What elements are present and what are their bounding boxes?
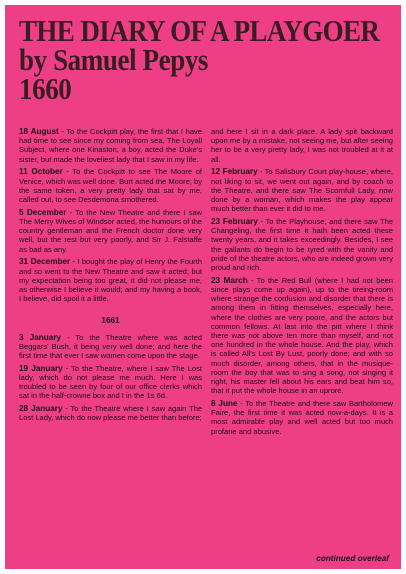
entry-text: - To Salisbury Court play-house, where, not liking to sit, we went out again, and by coach to the Theatre, and there saw The Scornfull Lady, now done by a woman, which makes the play appear much better than ever it did to me. (211, 167, 394, 214)
diary-entry (211, 276, 393, 396)
entry-date: 3 January (19, 332, 62, 342)
entry-date: 19 January (19, 363, 63, 373)
entry-text: - To the Cockpitt play, the first that I have had time to see since my coming from sea, The Loyall Subject, where one Kinaston, a boy, acted the Duke's sister, but made the loveliest lady that I saw in my life. (19, 127, 202, 164)
entry-text: - To the Playhouse, and there saw The Changeling, the first time it hath been acted these twenty years, and it takes exceedingly. Besides, I see the gallants do begin to be tyred with the vanity and pride of the theatre actors, who are indeed grown very proud and rich. (211, 217, 393, 273)
diary-entry (211, 399, 393, 436)
entry-text: - To the Theatre, where I saw The Lost lady, which do not please me much. Here I was troubled to be seen by four of our office clerks which sat in the half-crowne box and I in the 1s 6d. (19, 363, 202, 401)
entry-date: 23 February (211, 217, 258, 227)
diary-entry (19, 208, 202, 254)
left-column (19, 127, 202, 426)
entry-text: - To the Cockpitt to see The Moore of Venice, which was well done. Burt acted the Moore; by the same token, a very pretty lady that sat by me, called out, to see Desdemona smothered. (19, 167, 202, 205)
entry-date: 8 June (211, 399, 238, 409)
entry-date: 23 March (211, 275, 248, 285)
poster-page (5, 5, 401, 569)
diary-entry-continued: and here I sit in a dark place. A lady spit backward upon me by a mistake, not seeing me, but after seeing her to be a very pretty lady, I was not troubled at it at all. (211, 127, 393, 164)
entry-date: 28 January (19, 404, 63, 414)
entry-text: - To the Red Bull (where I had not been since plays come up again), up to the tireing-room where strange the confusion and disorder that there is among them in fitting themselves, especially here, where the clothes are very poore, and the actors but common fellows. At last into the pitt where I think there was not above ten more than myself, and not one hundred in the whole house. And the play, which is called All's Lost By Lust, poorly done; and with so much disorder, among others, that in the musique-room the boy that was to sing a song, not singing it right, his master fell about his ears and beat him so, that it put the whole house in an uprore. (211, 275, 393, 396)
entry-text: - I bought the play of Henry the Fourth and so went to the New Theatre and saw it acted; but my expectation being too great, it did not please me, as otherwise I believe it would; and my having a book, I believe, did spoil it a little. (19, 257, 202, 304)
entry-text: - To the Theatre where was acted Beggars' Bush, it being very well done; and here the first time that ever I saw women come upon the stage. (19, 332, 203, 361)
entry-date: 12 February (211, 167, 258, 177)
diary-entry (19, 364, 202, 401)
entry-date: 5 December (19, 207, 67, 217)
title-year: 1660 (19, 71, 72, 106)
diary-entry (211, 217, 393, 272)
entry-text: - To the Theatre and there saw Bartholomew Faire, the first time it was acted now-a-days. It is a most admirable play and well acted but too much profane and abusive. (211, 399, 393, 436)
entry-date: 11 October (19, 167, 63, 177)
title-line-1: THE DIARY OF A PLAYGOER (19, 13, 380, 48)
diary-entry (19, 167, 202, 204)
year-heading: 1661 (101, 316, 120, 326)
diary-entry (19, 333, 202, 361)
diary-entry (211, 167, 393, 213)
page-title (19, 13, 380, 106)
diary-entry (19, 257, 202, 303)
entry-text: - To the New Theatre and there I saw The Merry Wives of Windsor acted, the humours of the country gentleman and the French doctor done very well, but the rest but very poorly, and Sir J. Falstaffe as bad as any. (19, 207, 202, 254)
diary-entry (19, 127, 202, 164)
diary-entry (19, 404, 202, 422)
continued-overleaf-note: continued overleaf (316, 554, 389, 563)
title-byline: by Samuel Pepys (19, 42, 209, 77)
right-column (211, 127, 393, 439)
entry-text: - To the Theatre where I saw again The Lost Lady, which do now please me better than before; (19, 404, 202, 423)
entry-date: 31 December (19, 257, 71, 267)
entry-date: 18 August (19, 127, 59, 136)
